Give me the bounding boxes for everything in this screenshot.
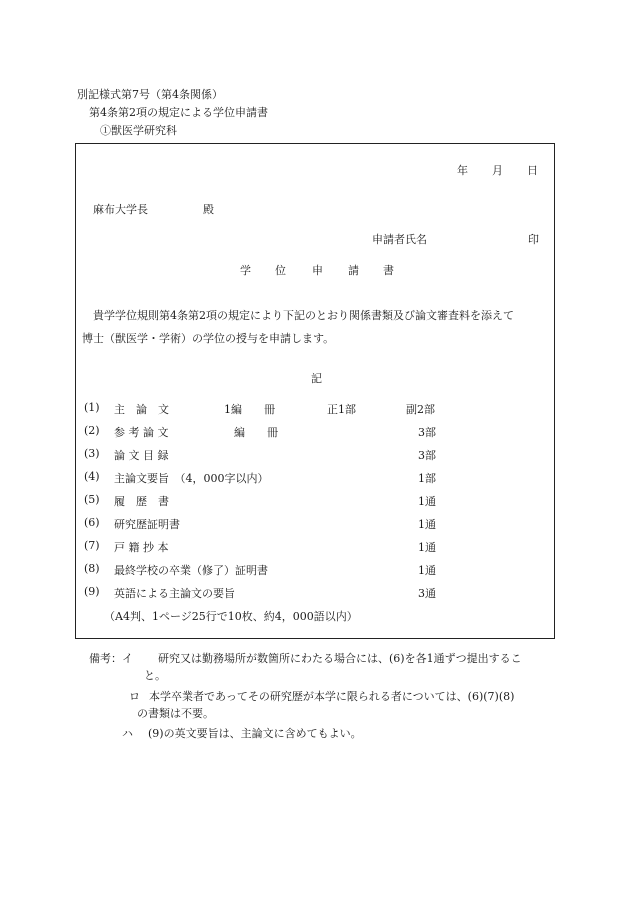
item-number: (4) (84, 470, 100, 483)
remark-ha-mark: ハ (122, 727, 133, 740)
item-number: (6) (84, 516, 100, 529)
item-quantity: 1通 (418, 564, 436, 577)
remark-ro-line-1: 本学卒業者であってその研究歴が本学に限られる者については、(6)(7)(8) (149, 690, 515, 703)
seal-mark: 印 (528, 233, 539, 246)
remarks-label: 備考：イ (89, 652, 133, 665)
date-month: 月 (492, 164, 503, 177)
remark-ro-line-2: の書類は不要。 (137, 707, 214, 720)
form-subtitle: 第4条第2項の規定による学位申請書 (89, 106, 268, 119)
abstract-footnote: （A4判、1ページ25行で10枚、約4，000語以内） (104, 610, 358, 623)
item-original-copies: 正1部 (327, 403, 356, 416)
addressee-honorific: 殿 (203, 203, 214, 216)
application-form-box (75, 143, 555, 639)
item-name: 参 考 論 文 (114, 426, 169, 439)
item-name: 研究歴証明書 (114, 518, 180, 531)
item-quantity: 1通 (418, 541, 436, 554)
item-number: (1) (84, 401, 100, 414)
addressee-name: 麻布大学長 (93, 203, 148, 216)
date-year: 年 (457, 164, 468, 177)
item-name: 論 文 目 録 (114, 449, 169, 462)
item-quantity: 3部 (418, 426, 436, 439)
body-line-2: 博士（獣医学・学術）の学位の授与を申請します。 (82, 332, 335, 345)
remark-i-line-1: 研究又は勤務場所が数箇所にわたる場合には、(6)を各1通ずつ提出するこ (158, 652, 522, 665)
item-number: (7) (84, 539, 100, 552)
title-char: 申 (312, 264, 323, 277)
item-name: 最終学校の卒業（修了）証明書 (114, 564, 268, 577)
item-number: (8) (84, 562, 100, 575)
title-char: 学 (240, 264, 251, 277)
item-quantity: 1通 (418, 518, 436, 531)
date-day: 日 (527, 164, 538, 177)
item-name: 主論文要旨 （4，000字以内） (114, 472, 269, 485)
body-line-1: 貴学学位規則第4条第2項の規定により下記のとおり関係書類及び論文審査料を添えて (93, 309, 514, 322)
title-char: 位 (275, 264, 286, 277)
item-name: 履 歴 書 (114, 495, 169, 508)
item-number: (3) (84, 447, 100, 460)
item-name: 主 論 文 (114, 403, 169, 416)
item-quantity: 3通 (418, 587, 436, 600)
applicant-name-label: 申請者氏名 (372, 233, 427, 246)
item-quantity: 1部 (418, 472, 436, 485)
item-number: (5) (84, 493, 100, 506)
form-number: 別記様式第7号（第4条関係） (77, 88, 223, 101)
department-label: ①獣医学研究科 (100, 124, 177, 137)
item-volumes: 1編 冊 (224, 403, 275, 416)
item-quantity: 3部 (418, 449, 436, 462)
item-quantity: 副2部 (406, 403, 435, 416)
title-char: 書 (383, 264, 394, 277)
item-number: (2) (84, 424, 100, 437)
item-name: 英語による主論文の要旨 (114, 587, 235, 600)
remark-i-line-2: と。 (144, 669, 166, 682)
remark-ha-line-1: (9)の英文要旨は、主論文に含めてもよい。 (148, 727, 362, 740)
item-quantity: 1通 (418, 495, 436, 508)
item-name: 戸 籍 抄 本 (114, 541, 169, 554)
ki-heading: 記 (311, 372, 322, 385)
item-number: (9) (84, 585, 100, 598)
item-volumes: 編 冊 (234, 426, 278, 439)
remark-ro-mark: ロ (129, 690, 140, 703)
title-char: 請 (348, 264, 359, 277)
